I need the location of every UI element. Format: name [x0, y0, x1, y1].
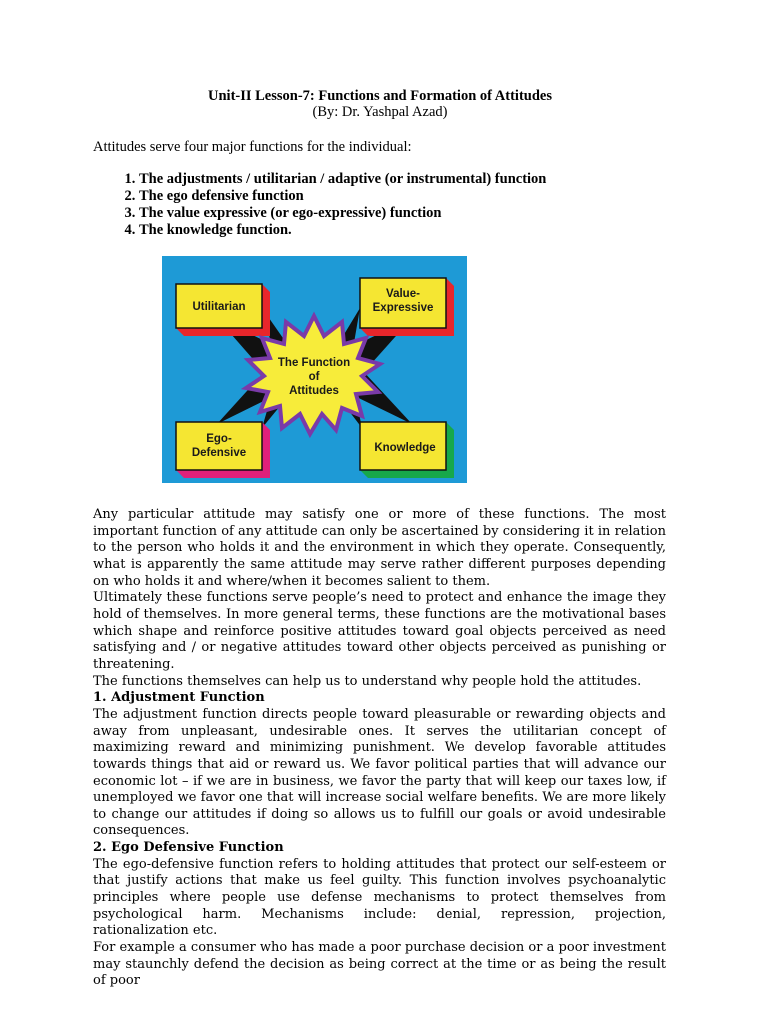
body-paragraph: Any particular attitude may satisfy one or more of these functions. The most important function of any attitude can only be ascertained by considering it in relation to the person who holds it and the environment in which they operate. Consequently, what is apparently the same attitude may serve rather different purposes depending on who holds it and where/when it becomes salient to them.	[93, 507, 666, 589]
body-paragraph: The adjustment function directs people toward pleasurable or rewarding objects and away from unpleasant, undesirable ones. It serves the utilitarian concept of maximizing reward and minimizing punishment. We develop favorable attitudes towards things that aid or reward us. We favor political parties that will advance our economic lot – if we are in business, we favor the party that will keep our taxes low, if unemployed we favor one that will increase social welfare benefits. We are more likely to change our attitudes if doing so allows us to fulfill our goals or avoid undesirable consequences.	[93, 706, 666, 839]
attitude-functions-diagram	[162, 256, 467, 483]
center-label-line1: The Function	[277, 357, 351, 369]
functions-list	[93, 171, 546, 239]
section-heading-adjustment: 1. Adjustment Function	[93, 690, 265, 706]
box-label-line2: Expressive	[372, 302, 434, 314]
document-title: Unit-II Lesson-7: Functions and Formation of Attitudes	[208, 88, 552, 104]
intro-sentence: Attitudes serve four major functions for the individual:	[93, 139, 412, 155]
functions-list-item: 2. The ego defensive function	[139, 188, 546, 205]
box-label-line1: Value-	[386, 288, 420, 300]
box-label-line1: Ego-	[206, 433, 232, 445]
body-paragraph: Ultimately these functions serve people’s need to protect and enhance the image they hold of themselves. In more general terms, these functions are the motivational bases which shape and reinforce positive attitudes toward goal objects perceived as need satisfying and / or negative attitudes toward other objects perceived as punishing or threatening.	[93, 590, 666, 672]
document-byline: (By: Dr. Yashpal Azad)	[312, 104, 448, 120]
functions-list-item: 3. The value expressive (or ego-expressive) function	[139, 205, 546, 222]
box-label: Utilitarian	[192, 301, 246, 313]
box-label-line2: Defensive	[191, 447, 247, 459]
center-label-line3: Attitudes	[289, 385, 339, 397]
diagram-box-ego-defensive	[176, 422, 270, 478]
box-label: Knowledge	[374, 442, 436, 454]
body-paragraph: The ego-defensive function refers to holding attitudes that protect our self-esteem or that justify actions that make us feel guilty. This function involves psychoanalytic principles where people use defense mechanisms to protect themselves from psychological harm. Mechanisms include: denial, repression, projection, rationalization etc.	[93, 856, 666, 939]
functions-list-item: 4. The knowledge function.	[139, 222, 546, 239]
diagram-box-value-expressive	[360, 278, 454, 336]
diagram-box-knowledge	[360, 422, 454, 478]
functions-list-item: 1. The adjustments / utilitarian / adaptive (or instrumental) function	[139, 171, 546, 188]
section-heading-ego-defensive: 2. Ego Defensive Function	[93, 840, 284, 856]
body-paragraph: The functions themselves can help us to understand why people hold the attitudes.	[93, 673, 642, 689]
box-fill	[176, 422, 262, 470]
center-label-line2: of	[308, 371, 320, 383]
body-text	[93, 507, 666, 990]
diagram-box-utilitarian	[176, 284, 270, 336]
body-paragraph: For example a consumer who has made a poor purchase decision or a poor investment may staunchly defend the decision as being correct at the time or as being the result of poor	[93, 940, 666, 989]
